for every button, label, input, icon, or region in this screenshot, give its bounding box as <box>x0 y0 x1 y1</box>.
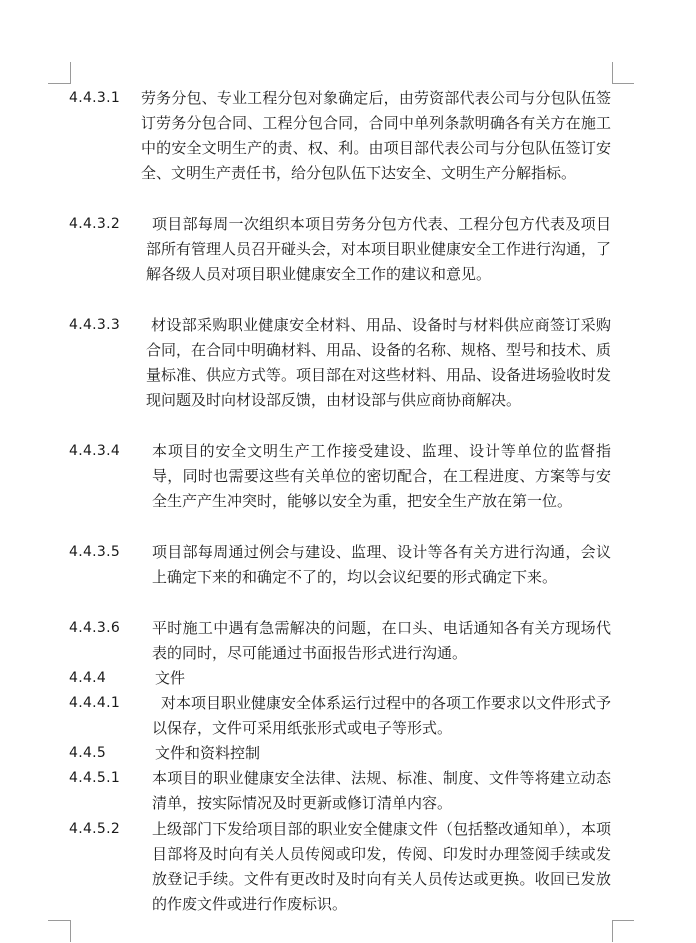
crop-mark-top-left-h <box>48 83 70 84</box>
section-number: 4.4.5.1 <box>69 770 121 786</box>
section-text: 平时施工中遇有急需解决的问题，在口头、电话通知各有关方现场代表的同时，尽可能通过书面报告形式进行沟通。 <box>152 619 611 662</box>
crop-mark-bottom-left-h <box>48 920 70 921</box>
section-number: 4.4.5 <box>69 745 107 761</box>
crop-mark-bottom-right-v <box>612 920 613 942</box>
section-number: 4.4.3.5 <box>69 544 121 560</box>
section-text: 项目部每周一次组织本项目劳务分包方代表、工程分包方代表及项目部所有管理人员召开碰头会，对本项目职业健康安全工作进行沟通，了解各级人员对项目职业健康安全工作的建议和意见。 <box>146 215 612 283</box>
section-heading: 文件 <box>155 669 186 687</box>
crop-mark-bottom-right-h <box>612 920 634 921</box>
section-text: 材设部采购职业健康安全材料、用品、设备时与材料供应商签订采购合同，在合同中明确材料、用品、设备的名称、规格、型号和技术、质量标准、供应方式等。项目部在对这些材料、用品、设备进场验收时发现问题及时向材设部反馈，由材设部与供应商协商解决。 <box>146 316 612 409</box>
section-text: 本项目的职业健康安全法律、法规、标准、制度、文件等将建立动态清单，按实际情况及时更新或修订清单内容。 <box>152 769 611 812</box>
section-text: 对本项目职业健康安全体系运行过程中的各项工作要求以文件形式予以保存，文件可采用纸张形式或电子等形式。 <box>152 694 612 737</box>
crop-mark-top-left-v <box>70 62 71 84</box>
section-number: 4.4.3.2 <box>69 216 121 232</box>
section-text: 本项目的安全文明生产工作接受建设、监理、设计等单位的监督指导，同时也需要这些有关单位的密切配合，在工程进度、方案等与安全生产产生冲突时，能够以安全为重，把安全生产放在第一位。 <box>152 442 611 510</box>
crop-mark-top-right-h <box>612 83 634 84</box>
section-number: 4.4.3.4 <box>69 443 121 459</box>
section-text: 劳务分包、专业工程分包对象确定后，由劳资部代表公司与分包队伍签订劳务分包合同、工程分包合同，合同中单列条款明确各有关方在施工中的安全文明生产的责、权、利。由项目部代表公司与分包队伍签订安全、文明生产责任书，给分包队伍下达安全、文明生产分解指标。 <box>141 89 611 182</box>
section-number: 4.4.4.1 <box>69 695 121 711</box>
section-text: 上级部门下发给项目部的职业安全健康文件（包括整改通知单），本项目部将及时向有关人员传阅或印发，传阅、印发时办理签阅手续或发放登记手续。文件有更改时及时向有关人员传达或更换。收回已发放的作废文件或进行作废标识。 <box>152 820 611 913</box>
section-number: 4.4.5.2 <box>69 821 121 837</box>
section-number: 4.4.3.6 <box>69 620 121 636</box>
section-number: 4.4.4 <box>69 670 107 686</box>
section-heading: 文件和资料控制 <box>155 744 261 762</box>
section-number: 4.4.3.1 <box>69 90 121 106</box>
section-number: 4.4.3.3 <box>69 317 121 333</box>
crop-mark-bottom-left-v <box>70 920 71 942</box>
section-text: 项目部每周通过例会与建设、监理、设计等各有关方进行沟通，会议上确定下来的和确定不了的，均以会议纪要的形式确定下来。 <box>152 543 611 586</box>
crop-mark-top-right-v <box>612 62 613 84</box>
